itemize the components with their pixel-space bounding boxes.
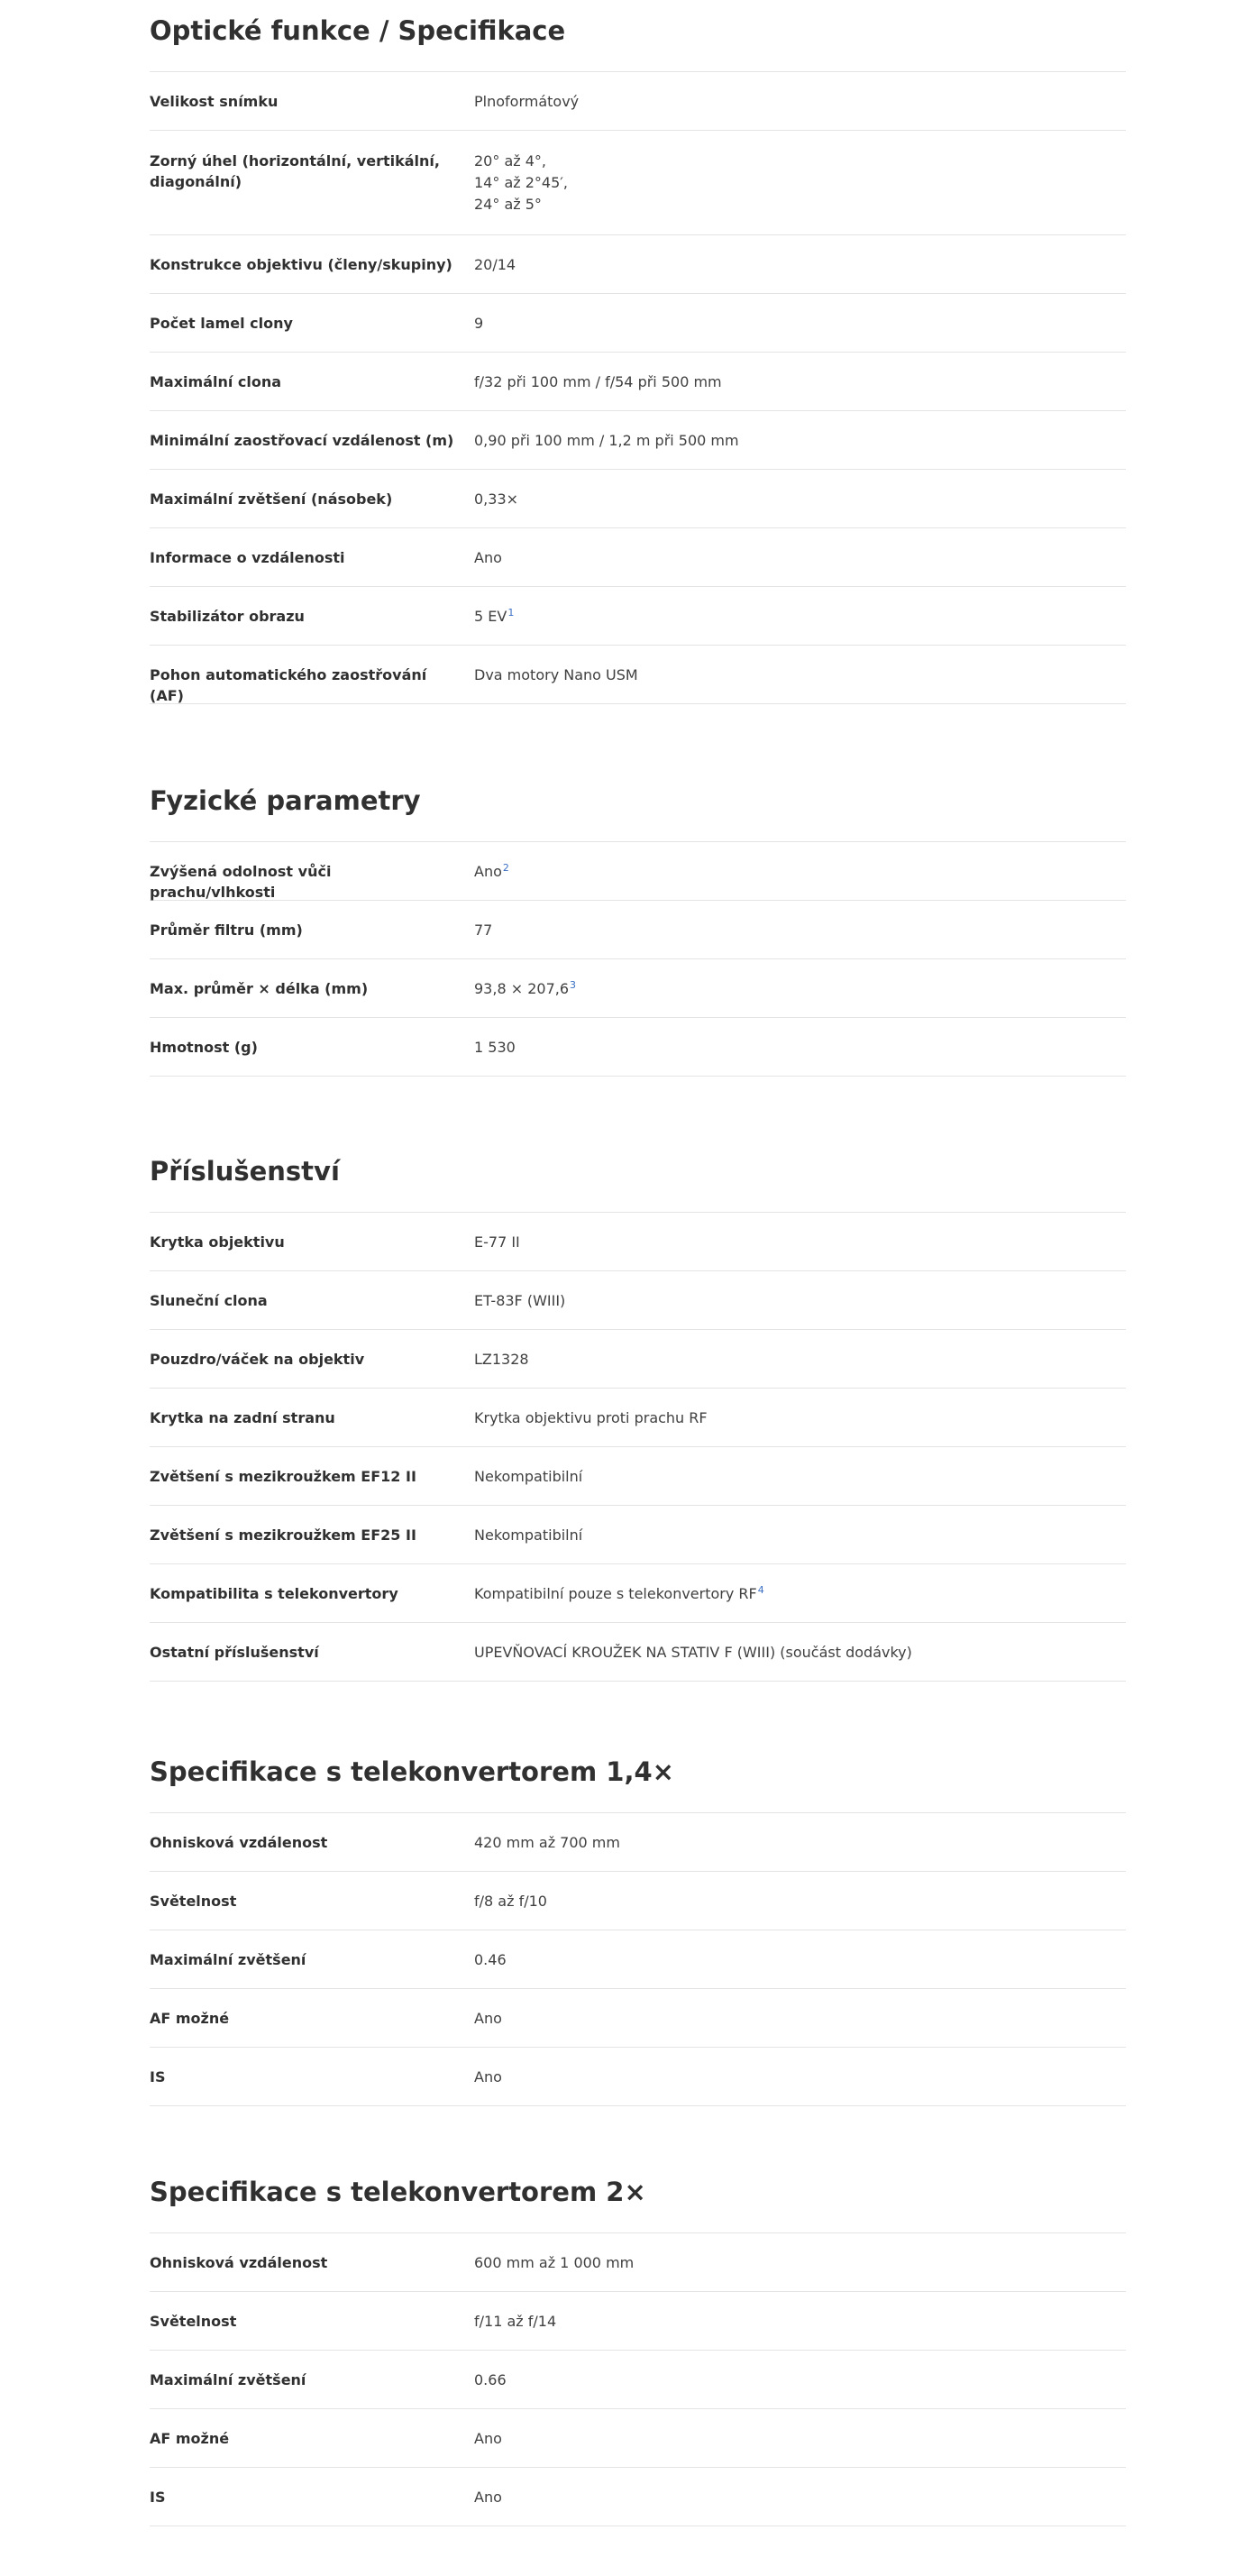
spec-value: 0.46 (474, 1951, 507, 1968)
spec-value (474, 606, 1126, 628)
spec-value: f/32 při 100 mm / f/54 při 500 mm (474, 373, 722, 390)
spec-value: f/11 až f/14 (474, 2313, 557, 2330)
spec-label: Pohon automatického zaostřování (AF) (150, 666, 427, 704)
spec-label: Minimální zaostřovací vzdálenost (m) (150, 432, 454, 449)
section-title: Specifikace s telekonvertorem 2× (150, 2161, 1126, 2233)
section-accessories (150, 1141, 1126, 1682)
spec-value-text: Kompatibilní pouze s telekonvertory RF (474, 1585, 757, 1602)
section-spacer (150, 1682, 1126, 1741)
spec-row (150, 1447, 1126, 1506)
spec-row (150, 1506, 1126, 1564)
spec-label: Krytka na zadní stranu (150, 1409, 335, 1426)
spec-row (150, 1623, 1126, 1682)
spec-label: Konstrukce objektivu (členy/skupiny) (150, 256, 452, 273)
spec-value: ET-83F (WIII) (474, 1292, 566, 1309)
spec-value (474, 861, 1126, 883)
spec-value-line: 14° až 2°45′, (474, 174, 568, 191)
spec-row (150, 235, 1126, 294)
spec-row (150, 2292, 1126, 2351)
spec-label: AF možné (150, 2010, 230, 2027)
spec-value: E-77 II (474, 1233, 520, 1251)
spec-label: Ohnisková vzdálenost (150, 2254, 328, 2271)
spec-row (150, 1872, 1126, 1930)
spec-value: Ano (474, 2430, 502, 2447)
spec-row (150, 1813, 1126, 1872)
spec-label: IS (150, 2489, 166, 2506)
spec-label: IS (150, 2068, 166, 2086)
spec-label: Zvýšená odolnost vůči prachu/vlhkosti (150, 863, 332, 901)
spec-row (150, 2351, 1126, 2409)
spec-label: Zorný úhel (horizontální, vertikální, diagonální) (150, 152, 440, 190)
section-teleconverter-2x (150, 2161, 1126, 2526)
section-teleconverter-1-4x (150, 1741, 1126, 2106)
spec-label: Hmotnost (g) (150, 1039, 258, 1056)
spec-label: Krytka objektivu (150, 1233, 285, 1251)
spec-row (150, 1930, 1126, 1989)
spec-value: 600 mm až 1 000 mm (474, 2254, 635, 2271)
spec-row (150, 470, 1126, 528)
spec-row (150, 646, 1126, 704)
spec-row (150, 294, 1126, 353)
spec-row (150, 131, 1126, 235)
spec-row (150, 528, 1126, 587)
spec-label: Ostatní příslušenství (150, 1644, 319, 1661)
spec-value (474, 1583, 1126, 1605)
spec-label: Velikost snímku (150, 93, 279, 110)
spec-value: Ano (474, 2489, 502, 2506)
section-title: Specifikace s telekonvertorem 1,4× (150, 1741, 1126, 1813)
spec-row (150, 2468, 1126, 2526)
spec-row (150, 1018, 1126, 1077)
spec-label: Zvětšení s mezikroužkem EF25 II (150, 1526, 416, 1544)
spec-value-text: 5 EV (474, 608, 507, 625)
section-spacer (150, 1077, 1126, 1141)
spec-page (150, 0, 1126, 2526)
spec-label: Informace o vzdálenosti (150, 549, 345, 566)
section-title: Fyzické parametry (150, 770, 1126, 842)
spec-value: 1 530 (474, 1039, 516, 1056)
spec-label: Pouzdro/váček na objektiv (150, 1351, 365, 1368)
spec-value: 77 (474, 921, 493, 939)
spec-value (474, 978, 1126, 1000)
spec-row (150, 411, 1126, 470)
spec-value: Krytka objektivu proti prachu RF (474, 1409, 708, 1426)
spec-row (150, 901, 1126, 959)
spec-value: LZ1328 (474, 1351, 529, 1368)
spec-label: Ohnisková vzdálenost (150, 1834, 328, 1851)
spec-value: 0,90 při 100 mm / 1,2 m při 500 mm (474, 432, 739, 449)
spec-label: Maximální zvětšení (150, 1951, 306, 1968)
footnote-link[interactable]: 4 (757, 1583, 764, 1596)
spec-value-text: 93,8 × 207,6 (474, 980, 570, 997)
footnote-link[interactable]: 1 (507, 606, 515, 619)
spec-value: Nekompatibilní (474, 1526, 583, 1544)
footnote-link[interactable]: 3 (570, 978, 577, 991)
spec-label: Maximální clona (150, 373, 282, 390)
spec-value: Dva motory Nano USM (474, 666, 638, 683)
spec-value: Ano (474, 2068, 502, 2086)
spec-row (150, 959, 1126, 1018)
spec-value: 0.66 (474, 2371, 507, 2388)
spec-value: Plnoformátový (474, 93, 580, 110)
spec-value-line: 24° až 5° (474, 196, 542, 213)
spec-value: UPEVŇOVACÍ KROUŽEK NA STATIV F (WIII) (součást dodávky) (474, 1644, 912, 1661)
spec-value: 420 mm až 700 mm (474, 1834, 620, 1851)
spec-value: 9 (474, 315, 484, 332)
spec-value: f/8 až f/10 (474, 1893, 547, 1910)
section-physical (150, 770, 1126, 1077)
spec-value (474, 151, 1126, 215)
spec-row (150, 2409, 1126, 2468)
spec-row (150, 842, 1126, 901)
spec-row (150, 72, 1126, 131)
spec-label: Kompatibilita s telekonvertory (150, 1585, 398, 1602)
spec-label: Stabilizátor obrazu (150, 608, 305, 625)
spec-value-line: 20° až 4°, (474, 152, 546, 170)
spec-label: Max. průměr × délka (mm) (150, 980, 369, 997)
section-optical (150, 0, 1126, 704)
spec-row (150, 1389, 1126, 1447)
spec-row (150, 1989, 1126, 2048)
spec-value: Ano (474, 2010, 502, 2027)
spec-row (150, 587, 1126, 646)
section-spacer (150, 2106, 1126, 2161)
spec-label: Počet lamel clony (150, 315, 293, 332)
spec-value-text: Ano (474, 863, 502, 880)
spec-label: AF možné (150, 2430, 230, 2447)
section-title: Příslušenství (150, 1141, 1126, 1213)
spec-row (150, 1271, 1126, 1330)
spec-row (150, 2233, 1126, 2292)
spec-value: Nekompatibilní (474, 1468, 583, 1485)
spec-label: Maximální zvětšení (150, 2371, 306, 2388)
spec-row (150, 1213, 1126, 1271)
spec-label: Sluneční clona (150, 1292, 268, 1309)
spec-label: Průměr filtru (mm) (150, 921, 303, 939)
spec-value: 0,33× (474, 490, 519, 508)
spec-row (150, 1564, 1126, 1623)
spec-row (150, 353, 1126, 411)
spec-label: Maximální zvětšení (násobek) (150, 490, 393, 508)
section-title: Optické funkce / Specifikace (150, 0, 1126, 72)
spec-row (150, 2048, 1126, 2106)
spec-row (150, 1330, 1126, 1389)
footnote-link[interactable]: 2 (502, 861, 509, 874)
spec-label: Zvětšení s mezikroužkem EF12 II (150, 1468, 416, 1485)
spec-label: Světelnost (150, 2313, 237, 2330)
section-spacer (150, 704, 1126, 770)
spec-label: Světelnost (150, 1893, 237, 1910)
spec-value: Ano (474, 549, 502, 566)
spec-value: 20/14 (474, 256, 516, 273)
